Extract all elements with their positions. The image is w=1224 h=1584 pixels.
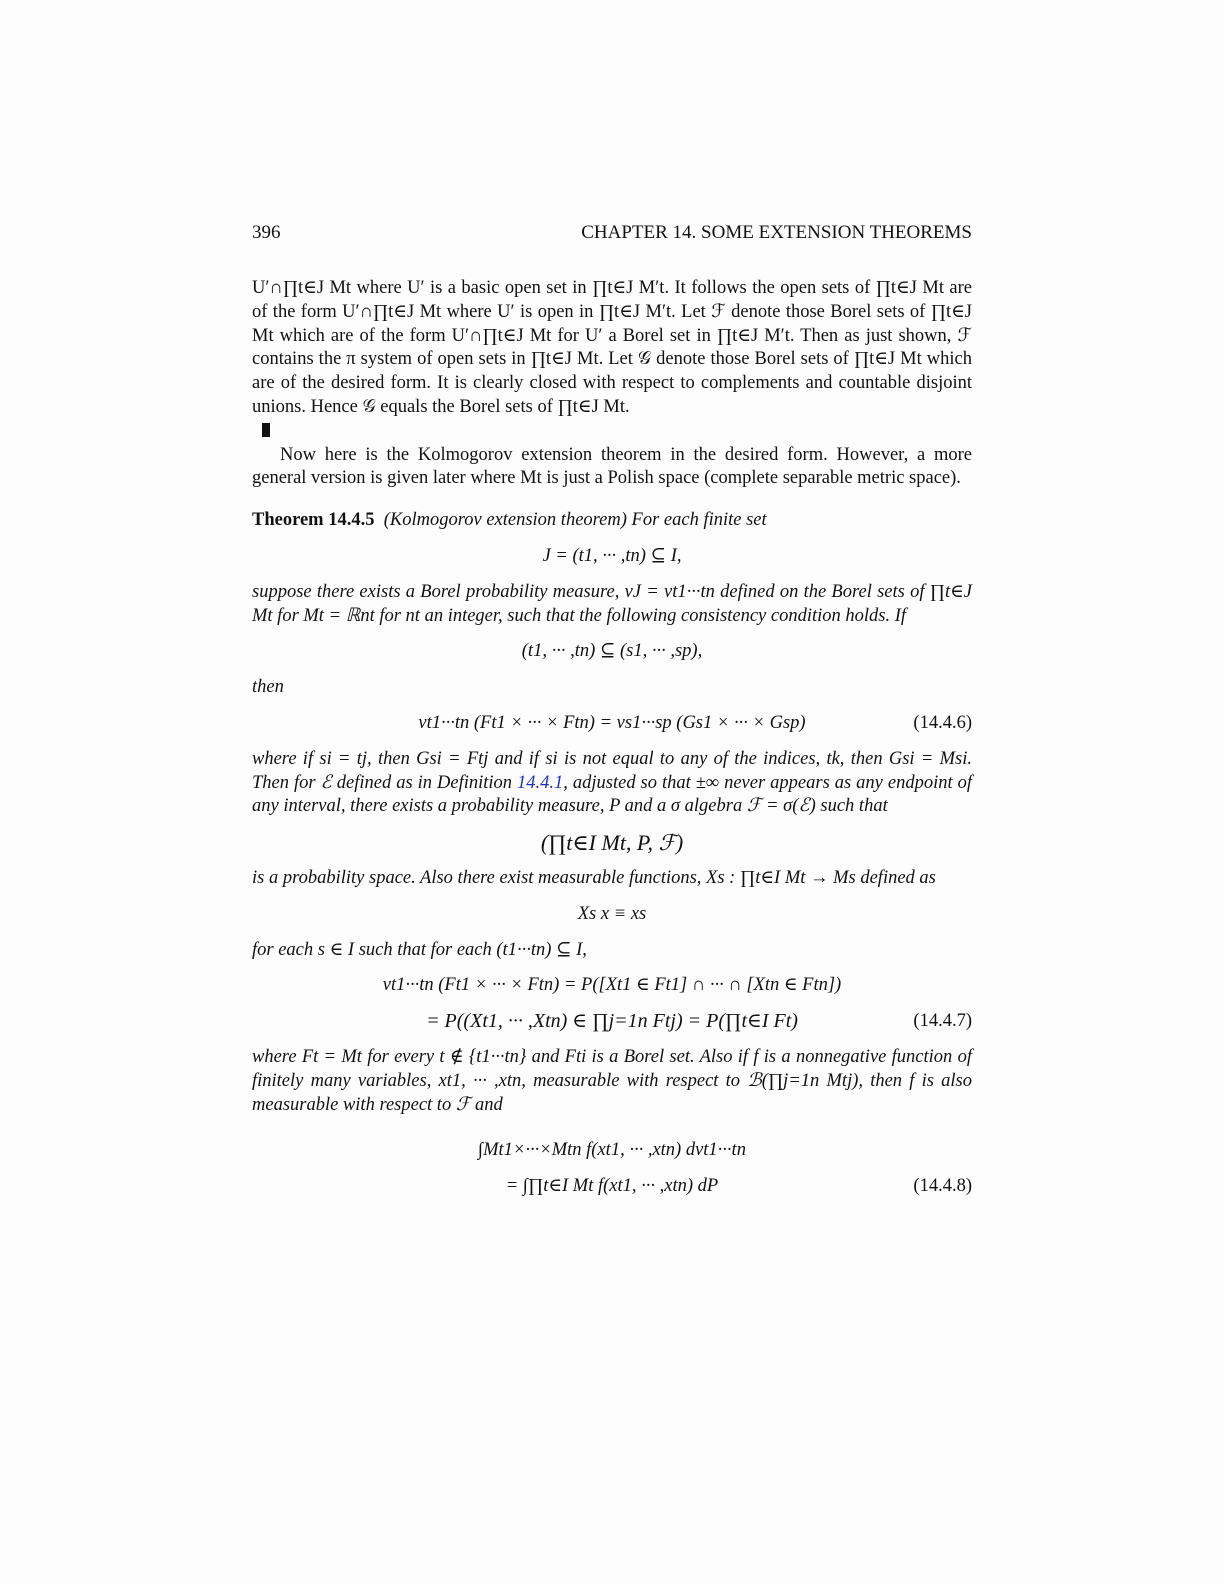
theorem-text-3: is a probability space. Also there exist measurable functions, Xs : ∏t∈I Mt → Ms defined as [252, 867, 936, 888]
equation-integral-2 [252, 1175, 972, 1199]
theorem-text-4: for each s ∈ I such that for each (t1···tn) ⊆ I, [252, 939, 587, 960]
equation-probability-1 [252, 974, 972, 998]
theorem-label: Theorem 14.4.5 [252, 510, 375, 531]
page-body [252, 277, 972, 1211]
equation-X-text: Xs x ≡ xs [577, 903, 647, 924]
running-title: CHAPTER 14. SOME EXTENSION THEOREMS [581, 222, 972, 243]
equation-integral-1-text: ∫Mt1×···×Mtn f(xt1, ··· ,xtn) dνt1···tn [478, 1140, 746, 1161]
theorem-text-2a: where if si = tj, then Gsi = Ftj and if si is not equal to any of the indices, tk, then Gsi = Msi. Then for ℰ defined as in Definition [252, 748, 972, 793]
definition-link[interactable]: 14.4.1 [517, 772, 564, 793]
equation-probability-space-text: (∏t∈I Mt, P, ℱ) [540, 830, 684, 856]
equation-probability-2-text: = P((Xt1, ··· ,Xtn) ∈ ∏j=1n Ftj) = P(∏t∈I Ft) [426, 1010, 798, 1033]
equation-probability-1-text: νt1···tn (Ft1 × ··· × Ftn) = P([Xt1 ∈ Ft1] ∩ ··· ∩ [Xtn ∈ Ftn]) [382, 975, 842, 996]
paragraph-1: U′∩∏t∈J Mt where U′ is a basic open set in ∏t∈J M′t. It follows the open sets of ∏t∈J Mt are of the form U′∩∏t∈J Mt where U′ is open in ∏t∈J M′t. Let ℱ denote those Borel sets of ∏t∈J Mt which are of the form U′∩∏t∈J Mt for U′ a Borel set in ∏t∈J M′t. Then as just shown, ℱ contains the π system of open sets in ∏t∈J Mt. Let 𝒢 denote those Borel sets of ∏t∈J Mt which are of the desired form. It is clearly closed with respect to complements and countable disjoint unions. Hence 𝒢 equals the Borel sets of ∏t∈J Mt. [252, 278, 972, 417]
equation-number-14-4-8: (14.4.8) [913, 1176, 972, 1197]
qed-icon [262, 423, 270, 437]
equation-X [252, 903, 972, 927]
equation-consistency [252, 712, 972, 736]
equation-number-14-4-6: (14.4.6) [913, 712, 972, 733]
theorem-text-2b: , adjusted so that ±∞ never appears as any endpoint of any interval, there exists a probability measure, P and a σ algebra ℱ = σ(ℰ) such that [252, 772, 972, 817]
equation-J [252, 545, 972, 569]
equation-J-text: J = (t1, ··· ,tn) ⊆ I, [542, 545, 682, 566]
theorem-heading [252, 509, 972, 533]
theorem-text-2 [252, 748, 972, 819]
page-number: 396 [252, 222, 281, 243]
equation-subset [252, 640, 972, 664]
theorem-then: then [252, 677, 284, 698]
equation-probability-space [252, 831, 972, 855]
equation-integral-2-text: = ∫∏t∈I Mt f(xt1, ··· ,xtn) dP [505, 1176, 719, 1197]
equation-subset-text: (t1, ··· ,tn) ⊆ (s1, ··· ,sp), [521, 641, 703, 662]
equation-integral-1 [252, 1139, 972, 1163]
equation-number-14-4-7: (14.4.7) [913, 1011, 972, 1032]
equation-consistency-text: νt1···tn (Ft1 × ··· × Ftn) = νs1···sp (Gs1 × ··· × Gsp) [418, 712, 806, 733]
paragraph-2: Now here is the Kolmogorov extension theorem in the desired form. However, a more general version is given later where Mt is just a Polish space (complete separable metric space). [252, 444, 972, 489]
page-header [252, 222, 972, 244]
equation-probability-2 [252, 1010, 972, 1034]
theorem-text-1: suppose there exists a Borel probability measure, νJ = νt1···tn defined on the Borel sets of ∏t∈J Mt for Mt = ℝnt for nt an integer, such that the following consistency condition holds. If [252, 581, 972, 626]
theorem-text-5: where Ft = Mt for every t ∉ {t1···tn} and Fti is a Borel set. Also if f is a nonnegative function of finitely many variables, xt1, ··· ,xtn, measurable with respect to ℬ(∏j=1n Mtj), then f is also measurable with respect to ℱ and [252, 1046, 972, 1115]
theorem-intro: (Kolmogorov extension theorem) For each finite set [383, 510, 767, 531]
